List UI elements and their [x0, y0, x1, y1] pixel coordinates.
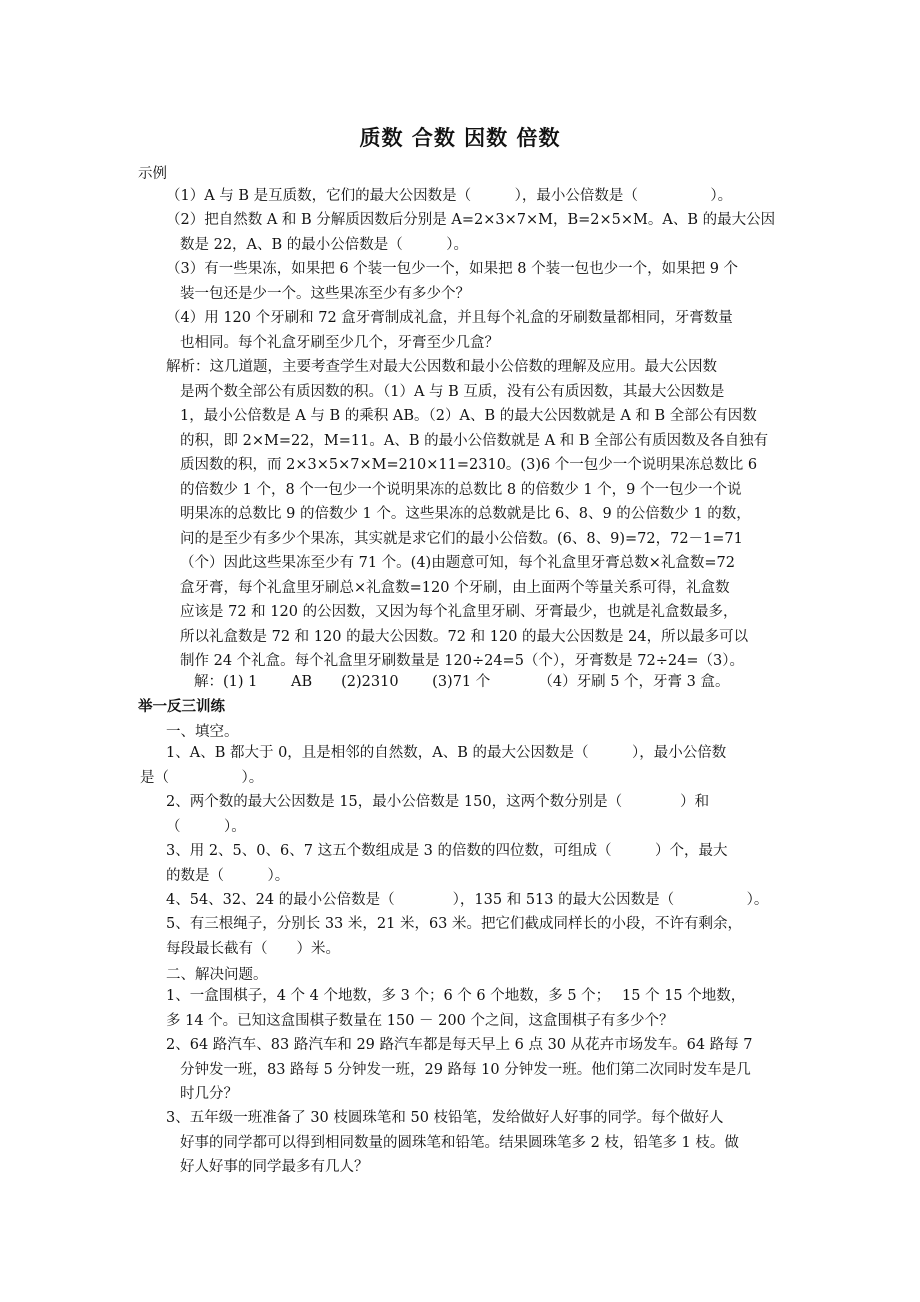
fill-in-question-1	[140, 741, 727, 790]
example-analysis	[166, 355, 768, 674]
text-line: （个）因此这些果冻至少有 71 个。(4)由题意可知，每个礼盒里牙膏总数×礼盒数=72	[180, 555, 735, 571]
text-line: 所以礼盒数是 72 和 120 的最大公因数。72 和 120 的最大公因数是 24，所以最多可以	[180, 628, 749, 645]
example-question-2	[166, 208, 775, 257]
page-title: 质数 合数 因数 倍数	[359, 126, 561, 150]
text-line: 2、两个数的最大公因数是 15，最小公倍数是 150，这两个数分别是（ ）和	[166, 794, 710, 810]
text-line: 分钟发一班，83 路每 5 分钟发一班，29 路每 10 分钟发一班。他们第二次同时发车是几	[180, 1061, 751, 1078]
problem-3	[166, 1106, 739, 1180]
example-question-4	[166, 306, 733, 355]
fill-in-heading: 一、填空。	[166, 724, 239, 740]
problem-1	[166, 984, 745, 1033]
text-line: 的倍数少 1 个，8 个一包少一个说明果冻的总数比 8 的倍数少 1 个，9 个一包少一个说	[180, 481, 742, 498]
text-line: 时几分？	[180, 1086, 238, 1102]
text-line: 3、五年级一班准备了 30 枝圆珠笔和 50 枝铅笔，发给做好人好事的同学。每个做好人	[166, 1110, 724, 1126]
training-heading: 举一反三训练	[138, 699, 225, 715]
text-line: 应该是 72 和 120 的公因数，又因为每个礼盒里牙刷、牙膏最少，也就是礼盒数最多，	[180, 604, 738, 620]
problem-2	[166, 1033, 753, 1107]
text-line: 1，最小公倍数是 A 与 B 的乘积 AB。（2）A、B 的最大公因数就是 A 和 B 全部公有因数	[180, 408, 757, 424]
text-line: 2、64 路汽车、83 路汽车和 29 路汽车都是每天早上 6 点 30 从花卉市场发车。64 路每 7	[166, 1037, 753, 1053]
text-line: 好事的同学都可以得到相同数量的圆珠笔和铅笔。结果圆珠笔多 2 枝，铅笔多 1 枝。做	[180, 1134, 739, 1151]
text-line: （ ）。	[166, 818, 246, 835]
text-line: 制作 24 个礼盒。每个礼盒里牙刷数量是 120÷24=5（个），牙膏数是 72÷24=（3）。	[180, 653, 744, 669]
fill-in-question-4	[166, 888, 768, 913]
example-question-3	[166, 257, 738, 306]
text-line: 装一包还是少一个。这些果冻至少有多少个？	[180, 285, 470, 302]
text-line: 数是 22，A、B 的最小公倍数是（ ）。	[180, 236, 469, 253]
text-line: 也相同。每个礼盒牙刷至少几个，牙膏至少几盒？	[180, 334, 499, 351]
text-line: 多 14 个。已知这盒围棋子数量在 150 － 200 个之间，这盒围棋子有多少个？	[166, 1012, 674, 1029]
text-line: 好人好事的同学最多有几人？	[180, 1159, 369, 1175]
text-line: 是（ ）。	[140, 769, 264, 786]
text-line: 盒牙膏，每个礼盒里牙刷总×礼盒数=120 个牙刷，由上面两个等量关系可得，礼盒数	[180, 579, 730, 596]
example-question-1	[166, 184, 732, 209]
text-line: 的积，即 2×M=22，M=11。A、B 的最小公倍数就是 A 和 B 全部公有质因数及各自独有	[180, 432, 769, 449]
text-line: 问的是至少有多少个果冻，其实就是求它们的最小公倍数。(6、8、9)=72，72－1=71	[180, 530, 743, 547]
text-line: 的数是（ ）。	[166, 867, 290, 884]
fill-in-question-3	[166, 839, 728, 888]
example-answer: 解：(1) 1 AB (2)2310 (3)71 个 （4）牙刷 5 个，牙膏 3 盒。	[194, 674, 730, 690]
fill-in-question-5	[166, 912, 742, 961]
text-line: 3、用 2、5、0、6、7 这五个数组成是 3 的倍数的四位数，可组成（ ）个，最大	[166, 843, 728, 859]
fill-in-question-2	[166, 790, 709, 839]
text-line: 明果冻的总数比 9 的倍数少 1 个。这些果冻的总数就是比 6、8、9 的公倍数少 1 的数，	[180, 506, 751, 522]
text-line: 1、一盒围棋子，4 个 4 个地数，多 3 个；6 个 6 个地数，多 5 个； 15 个 15 个地数，	[166, 988, 746, 1004]
example-heading: 示例	[138, 166, 167, 182]
text-line: （3）有一些果冻，如果把 6 个装一包少一个，如果把 8 个装一包也少一个，如果把 9 个	[166, 261, 739, 277]
text-line: 解析：这几道题，主要考查学生对最大公因数和最小公倍数的理解及应用。最大公因数	[166, 359, 717, 375]
text-line: 4、54、32、24 的最小公倍数是（ ），135 和 513 的最大公因数是（ ）。	[166, 892, 769, 908]
problem-solving-heading: 二、解决问题。	[166, 967, 268, 983]
text-line: 质因数的积，而 2×3×5×7×M=210×11=2310。(3)6 个一包少一个说明果冻总数比 6	[180, 457, 758, 473]
text-line: 1、A、B 都大于 0，且是相邻的自然数，A、B 的最大公因数是（ ），最小公倍数	[166, 745, 727, 761]
text-line: 是两个数全部公有质因数的积。（1）A 与 B 互质，没有公有质因数，其最大公因数是	[180, 383, 725, 400]
text-line: （2）把自然数 A 和 B 分解质因数后分别是 A=2×3×7×M，B=2×5×M。A、B 的最大公因	[166, 212, 776, 228]
text-line: （4）用 120 个牙刷和 72 盒牙膏制成礼盒，并且每个礼盒的牙刷数量都相同，牙膏数量	[166, 310, 733, 326]
text-line: 每段最长截有（ ）米。	[166, 940, 340, 957]
text-line: 5、有三根绳子，分别长 33 米，21 米，63 米。把它们截成同样长的小段，不许有剩余，	[166, 916, 743, 932]
text-line: （1）A 与 B 是互质数，它们的最大公因数是（ ），最小公倍数是（ ）。	[166, 188, 733, 204]
